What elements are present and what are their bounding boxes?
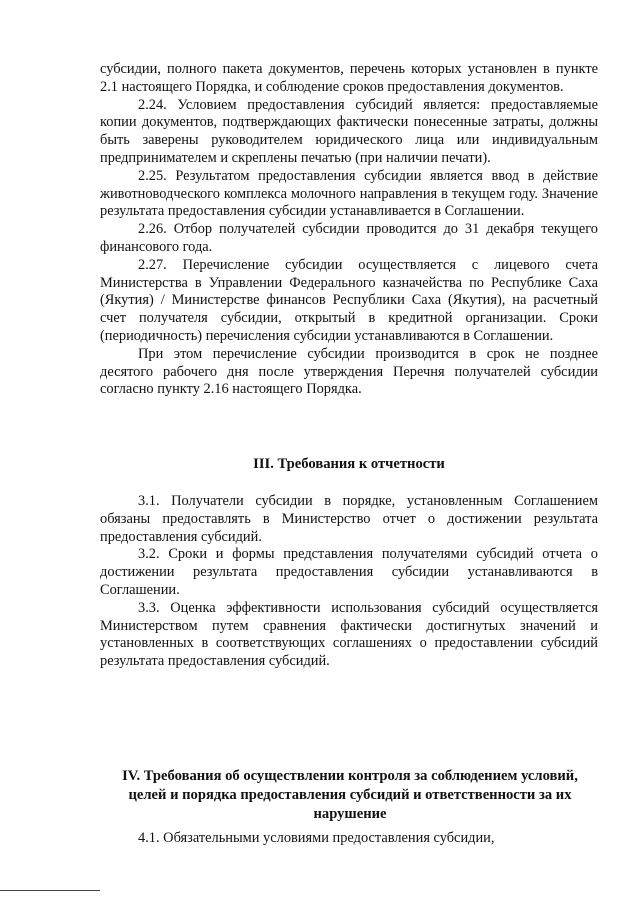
text-block-section-3 [100,493,598,671]
text-block-section-2 [100,61,598,399]
paragraph: 2.24. Условием предоставления субсидий является: предоставляемые копии документов, подтверждающих фактически понесенные затраты, должны быть заверены руководителем юридического лица или индивидуальным предпринимателем и скреплены печатью (при наличии печати). [100,96,598,166]
paragraph: 4.1. Обязательными условиями предоставления субсидии, [138,830,495,846]
section-4-heading: IV. Требования об осуществлении контроля за соблюдением условий, целей и порядка предоставления субсидий и ответственности за их нарушение [122,768,578,822]
paragraph: 3.2. Сроки и формы представления получателями субсидий отчета о достижении результата предоставления субсидии устанавливаются в Соглашении. [100,546,598,598]
paragraph: При этом перечисление субсидии производится в срок не позднее десятого рабочего дня после утверждения Перечня получателей субсидии согласно пункту 2.16 настоящего Порядка. [100,345,598,398]
paragraph: 2.27. Перечисление субсидии осуществляется с лицевого счета Министерства в Управлении Федерального казначейства по Республике Саха (Якутия) / Министерстве финансов Республики Саха (Якутия), на расчетный счет получателя субсидии, открытый в кредитной организации. Сроки (периодичность) перечисления субсидии устанавливаются в Соглашении. [100,256,598,344]
text-block-section-4 [100,830,598,848]
paragraph: 3.3. Оценка эффективности использования субсидий осуществляется Министерством путем сравнения фактически достигнутых значений и установленных в соответствующих соглашениях о предоставлении субсидий результата предоставления субсидий. [100,599,598,670]
section-3-heading: III. Требования к отчетности [253,456,445,472]
paragraph: 2.25. Результатом предоставления субсидии является ввод в действие животноводческого комплекса молочного направления в текущем году. Значение результата предоставления субсидии устанавливается в Соглашении. [100,167,598,220]
footnote-separator [0,890,100,891]
paragraph: субсидии, полного пакета документов, перечень которых установлен в пункте 2.1 настоящего Порядка, и соблюдение сроков предоставления документов. [100,61,598,95]
paragraph: 3.1. Получатели субсидии в порядке, установленным Соглашением обязаны предоставлять в Министерство отчет о достижении результата предоставления субсидий. [100,493,598,545]
paragraph: 2.26. Отбор получателей субсидии проводится до 31 декабря текущего финансового года. [100,221,598,255]
